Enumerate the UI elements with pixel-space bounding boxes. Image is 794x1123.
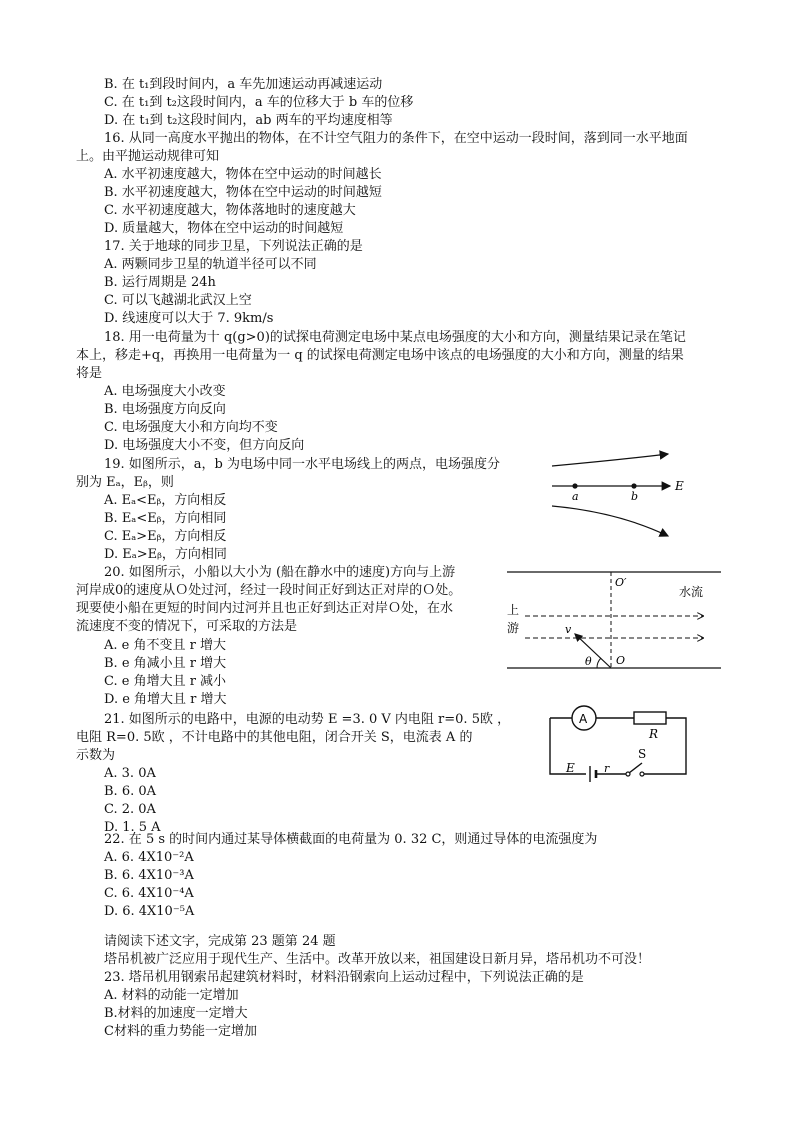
upstream-label-1: 上	[507, 603, 520, 617]
lower-field-line	[552, 506, 668, 536]
opposite-point-label: O′	[615, 576, 627, 589]
q20-option-a: A. e 角不变且 r 增大	[104, 638, 226, 653]
field-e-label: E	[675, 479, 684, 493]
q19-option-a: A. Eₐ<Eᵦ，方向相反	[104, 493, 227, 508]
q19-stem-cont: 别为 Eₐ，Eᵦ，则	[76, 475, 174, 490]
q23-stem: 23. 塔吊机用钢索吊起建筑材料时，材料沿钢索向上运动过程中，下列说法正确的是	[104, 970, 584, 985]
q19-option-b: B. Eₐ<Eᵦ，方向相同	[104, 511, 227, 526]
q21-stem: 21. 如图所示的电路中，电源的电动势 E =3. 0 V 内电阻 r=0. 5欧 ，	[104, 712, 511, 727]
q22-option-a: A. 6. 4X10⁻²A	[104, 850, 194, 865]
q23-option-b: B.材料的加速度一定增大	[104, 1006, 248, 1021]
internal-r-label: r	[604, 762, 610, 775]
q21-option-c: C. 2. 0A	[104, 802, 156, 817]
q20-stem-cont: 河岸成0的速度从Ｏ处过河，经过一段时间正好到达正对岸的Ｏ处。	[76, 583, 462, 598]
q21-option-d: D. 1. 5 A	[104, 820, 161, 835]
q23-option-c: C材料的重力势能一定增加	[104, 1024, 257, 1039]
electric-field-figure	[548, 448, 698, 548]
q20-option-b: B. e 角减小且 r 增大	[104, 656, 227, 671]
q18-stem-cont: 本上，移走+q，再换用一电荷量为一 q 的试探电荷测定电场中该点的电场强度的大小和方向，测量的结果	[76, 348, 684, 363]
switch-label: S	[638, 747, 647, 761]
q22-option-d: D. 6. 4X10⁻⁵A	[104, 904, 195, 919]
q18-stem-cont2: 将是	[76, 366, 103, 381]
angle-arc	[597, 658, 601, 668]
q17-option-c: C. 可以飞越湖北武汉上空	[104, 293, 252, 308]
switch-blade	[629, 763, 642, 773]
q20-stem-cont2: 现要使小船在更短的时间内过河并且也正好到达正对岸Ｏ处，在水	[76, 601, 454, 616]
water-flow-label: 水流	[679, 585, 704, 599]
velocity-label: v	[565, 623, 572, 636]
q22-option-c: C. 6. 4X10⁻⁴A	[104, 886, 194, 901]
q22-option-b: B. 6. 4X10⁻³A	[104, 868, 194, 883]
q16-option-d: D. 质量越大，物体在空中运动的时间越短	[104, 221, 344, 236]
point-b-dot	[631, 483, 636, 488]
q16-option-a: A. 水平初速度越大，物体在空中运动的时间越长	[104, 167, 382, 182]
point-b-label: b	[631, 490, 639, 503]
resistor-label: R	[649, 727, 659, 741]
point-a-label: a	[572, 490, 579, 503]
velocity-vector	[575, 634, 611, 668]
point-a-dot	[572, 483, 577, 488]
q16-option-c: C. 水平初速度越大，物体落地时的速度越大	[104, 203, 356, 218]
q17-option-a: A. 两颗同步卫星的轨道半径可以不同	[104, 257, 317, 272]
q19-option-d: D. Eₐ>Eᵦ，方向相同	[104, 547, 227, 562]
ammeter-label: A	[579, 712, 588, 726]
reading-text: 塔吊机被广泛应用于现代生产、生活中。改革开放以来，祖国建设日新月异，塔吊机功不可没！	[104, 952, 651, 967]
q15-option-b: B. 在 t₁到段时间内，a 车先加速运动再减速运动	[104, 77, 383, 92]
q17-option-b: B. 运行周期是 24h	[104, 275, 216, 290]
q18-option-b: B. 电场强度方向反向	[104, 402, 226, 417]
reading-intro: 请阅读下述文字，完成第 23 题第 24 题	[104, 934, 336, 949]
q20-option-d: D. e 角增大且 r 增大	[104, 692, 227, 707]
upper-field-line	[552, 454, 668, 466]
q21-option-b: B. 6. 0A	[104, 784, 157, 799]
q18-option-d: D. 电场强度大小不变，但方向反向	[104, 438, 305, 453]
switch-contact	[640, 772, 644, 776]
q21-stem-cont: 电阻 R=0. 5欧 ，不计电路中的其他电阻，闭合开关 S，电流表 A 的	[76, 730, 473, 745]
q18-stem: 18. 用一电荷量为十 q(g>0)的试探电荷测定电场中某点电场强度的大小和方向，测量结果记录在笔记	[104, 330, 686, 345]
q16-stem-cont: 上。由平抛运动规律可知	[76, 149, 220, 164]
q21-option-a: A. 3. 0A	[104, 766, 156, 781]
q20-stem: 20. 如图所示，小船以大小为 (船在静水中的速度)方向与上游	[104, 565, 456, 580]
q15-option-c: C. 在 t₁到 t₂这段时间内，a 车的位移大于 b 车的位移	[104, 95, 414, 110]
q19-option-c: C. Eₐ>Eᵦ，方向相反	[104, 529, 227, 544]
q18-option-c: C. 电场强度大小和方向均不变	[104, 420, 278, 435]
q15-option-d: D. 在 t₁到 t₂这段时间内，ab 两车的平均速度相等	[104, 113, 393, 128]
upstream-label-2: 游	[507, 621, 520, 635]
river-crossing-figure	[505, 566, 725, 674]
q20-option-c: C. e 角增大且 r 减小	[104, 674, 227, 689]
q17-stem: 17. 关于地球的同步卫星，下列说法正确的是	[104, 239, 363, 254]
q18-option-a: A. 电场强度大小改变	[104, 384, 226, 399]
angle-label: θ	[585, 655, 592, 668]
q21-stem-cont2: 示数为	[76, 748, 116, 763]
q16-option-b: B. 水平初速度越大，物体在空中运动的时间越短	[104, 185, 382, 200]
emf-label: E	[566, 761, 575, 775]
q22-stem: 22. 在 5 s 的时间内通过某导体横截面的电荷量为 0. 32 C，则通过导体的电流强度为	[104, 832, 598, 847]
q16-stem: 16. 从同一高度水平抛出的物体，在不计空气阻力的条件下，在空中运动一段时间，落到同一水平地面	[104, 131, 688, 146]
circuit-figure	[546, 700, 692, 784]
q17-option-d: D. 线速度可以大于 7. 9km/s	[104, 311, 274, 326]
q19-stem: 19. 如图所示，a，b 为电场中同一水平电场线上的两点，电场强度分	[104, 457, 501, 472]
origin-point-label: O	[616, 654, 626, 667]
q23-option-a: A. 材料的动能一定增加	[104, 988, 239, 1003]
q20-stem-cont3: 流速度不变的情况下，可采取的方法是	[76, 619, 298, 634]
resistor-icon	[634, 712, 666, 724]
